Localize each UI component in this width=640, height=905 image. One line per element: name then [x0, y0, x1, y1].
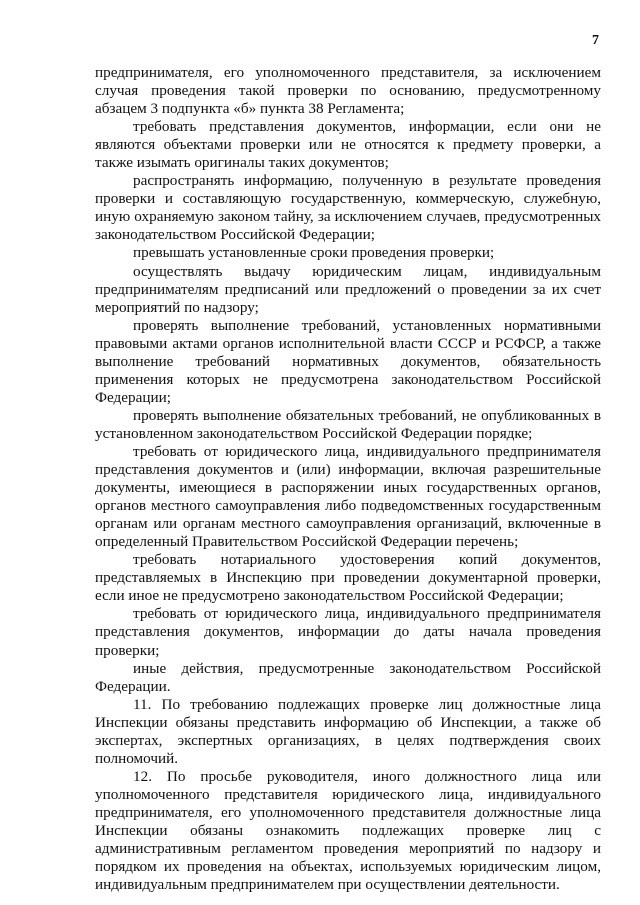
paragraph-item-12: 12. По просьбе руководителя, иного должностного лица или уполномоченного представителя юридического лица, индивидуального предпринимателя, его уполномоченного представителя должностные лица Инспекции обязаны ознакомить подлежащих проверке лиц с административным регламентом проведения мероприятий по надзору и порядком их проведения на объектах, используемых юридическим лицом, индивидуальным предпринимателем при осуществлении деятельности. — [95, 767, 601, 894]
paragraph: требовать нотариального удостоверения копий документов, представляемых в Инспекцию при проведении документарной проверки, если иное не предусмотрено законодательством Российской Федерации; — [95, 551, 601, 605]
page-number: 7 — [592, 33, 599, 48]
paragraph-continuation: предпринимателя, его уполномоченного представителя, за исключением случая проведения такой проверки по основанию, предусмотренному абзацем 3 подпункта «б» пункта 38 Регламента; — [95, 64, 601, 118]
paragraph: иные действия, предусмотренные законодательством Российской Федерации. — [95, 659, 601, 695]
paragraph: распространять информацию, полученную в результате проведения проверки и составляющую государственную, коммерческую, служебную, иную охраняемую законом тайну, за исключением случаев, предусмотренных законодательством Российской Федерации; — [95, 172, 601, 244]
paragraph: осуществлять выдачу юридическим лицам, индивидуальным предпринимателям предписаний или предложений о проведении за их счет мероприятий по надзору; — [95, 262, 601, 316]
document-body — [95, 64, 601, 894]
paragraph: превышать установленные сроки проведения проверки; — [133, 244, 495, 262]
paragraph: требовать представления документов, информации, если они не являются объектами проверки или не относятся к предмету проверки, а также изымать оригиналы таких документов; — [95, 118, 601, 172]
paragraph: проверять выполнение требований, установленных нормативными правовыми актами органов исполнительной власти СССР и РСФСР, а также выполнение требований нормативных документов, обязательность применения которых не предусмотрена законодательством Российской Федерации; — [95, 316, 601, 406]
paragraph-item-11: 11. По требованию подлежащих проверке лиц должностные лица Инспекции обязаны представить информацию об Инспекции, а также об экспертах, экспертных организациях, в целях подтверждения своих полномочий. — [95, 695, 601, 767]
paragraph: проверять выполнение обязательных требований, не опубликованных в установленном законодательством Российской Федерации порядке; — [95, 406, 601, 442]
paragraph: требовать от юридического лица, индивидуального предпринимателя представления документов, информации до даты начала проведения проверки; — [95, 605, 601, 659]
paragraph: требовать от юридического лица, индивидуального предпринимателя представления документов и (или) информации, включая разрешительные документы, имеющиеся в распоряжении иных государственных органов, органов местного самоуправления либо подведомственных государственным органам или органам местного самоуправления организаций, включенные в определенный Правительством Российской Федерации перечень; — [95, 442, 601, 551]
